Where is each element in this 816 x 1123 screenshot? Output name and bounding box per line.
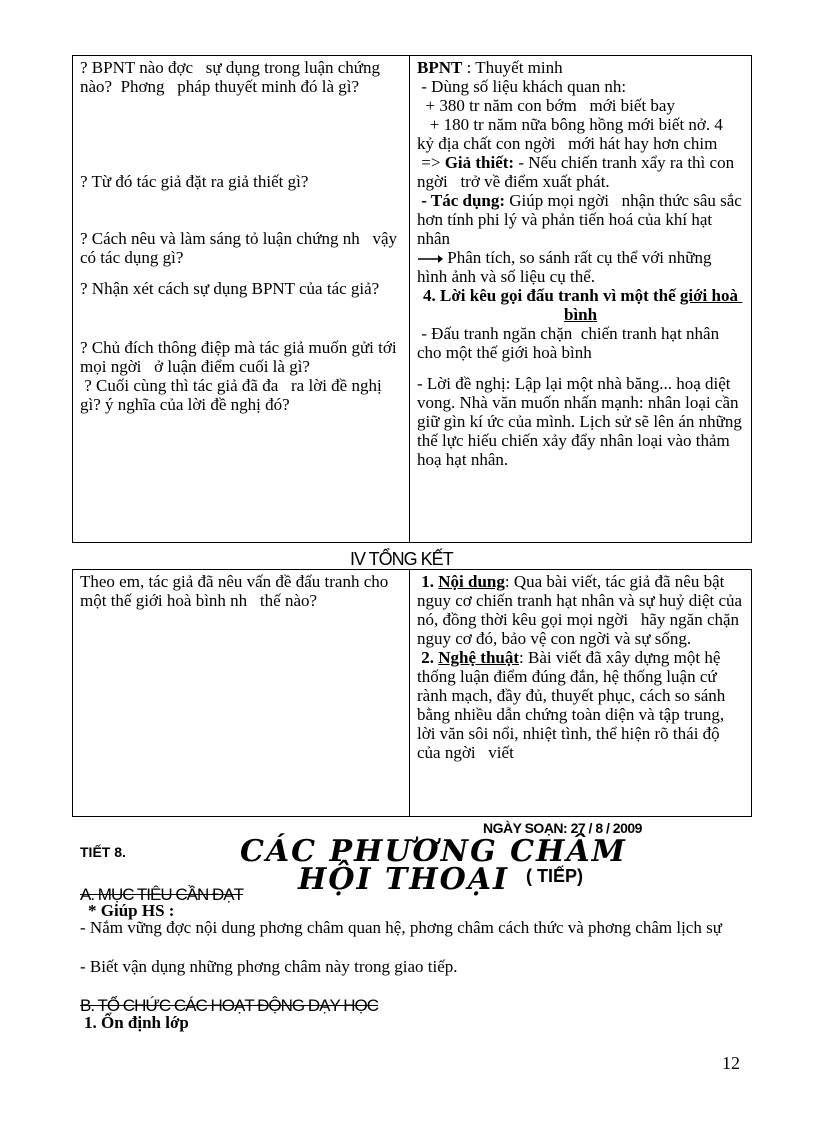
question-5: ? Chủ đích thông điệp mà tác giả muốn gửi tới mọi ngời ở luận điểm cuối là gì?	[80, 338, 401, 376]
art-number: 2.	[417, 648, 439, 667]
summary-answers	[410, 570, 752, 817]
effect-text: Giúp mọi ngời nhận thức sâu sắc hơn tính phi lý và phản tiến hoá của khí hạt nhân	[417, 191, 747, 248]
question-3: ? Cách nêu và làm sáng tỏ luận chứng nh vậy có tác dụng gì?	[80, 229, 402, 267]
art-label: Nghệ thuật	[438, 648, 520, 667]
answers-column	[410, 56, 752, 543]
effect-label: - Tác dụng:	[417, 191, 506, 210]
page-number: 12	[722, 1053, 740, 1073]
arrow-right-icon	[417, 253, 443, 265]
summary-question-text: Theo em, tác giả đã nêu vấn đề đấu tranh cho một thế giới hoà bình nh thế nào?	[80, 572, 393, 610]
answer-proposal: - Lời đề nghị: Lập lại một nhà băng... hoạ diệt vong. Nhà văn muốn nhấn mạnh: nhân loại cần giữ gìn kí ức của mình. Lịch sử sẽ lên án những thế lực hiếu chiến xảy đẩy nhân loại vào thảm hoạ hạt nhân.	[417, 374, 747, 469]
hypothesis-label: Giả thiết:	[444, 153, 515, 172]
lesson-number: TIẾT 8.	[80, 844, 126, 860]
summary-question	[73, 570, 410, 817]
question-2: ? Từ đó tác giả đặt ra giả thiết gì?	[80, 172, 309, 191]
questions-column	[73, 56, 410, 543]
answer-effect	[417, 191, 747, 248]
title-line-1: CÁC PHƯƠNG CHÂM	[240, 834, 627, 869]
answer-bpnt	[417, 58, 744, 77]
answer-analysis	[417, 248, 744, 286]
answer-rose: + 180 tr năm nữa bông hồng mới biết nở. 4 kỷ địa chất con ngời mới hát hay hơn chim	[417, 115, 728, 153]
art-text: : Bài viết đã xây dựng một hệ thống luận điểm đúng đắn, hệ thống luận cứ rành mạch, đầy đủ, thuyết phục, cách so sánh bằng nhiều dẫn chứng toàn diện và tập trung, lời văn sôi nổi, nhiệt tình, thể hiện rõ thái độ của ngời viết	[417, 648, 730, 762]
content-label: Nội dung	[438, 572, 505, 591]
question-4: ? Nhận xét cách sự dụng BPNT của tác giả?	[80, 279, 380, 298]
content-text: : Qua bài viết, tác giả đã nêu bật nguy cơ chiến tranh hạt nhân và sự huỷ diệt của nó, đồng thời kêu gọi mọi ngời hãy ngăn chặn nguy cơ đó, bảo vệ con ngời và sự sống.	[417, 572, 747, 648]
question-6: ? Cuối cùng thì tác giả đã đa ra lời đề nghị gì? ý nghĩa của lời đề nghị đó?	[80, 376, 386, 414]
bpnt-text: : Thuyết minh	[462, 58, 563, 77]
goal-1: - Nắm vững đợc nội dung phơng châm quan hệ, phơng châm cách thức và phơng châm lịch sự	[80, 918, 722, 937]
title-tiep: ( TIẾP)	[526, 866, 583, 886]
heading-4	[417, 286, 744, 324]
bpnt-label: BPNT	[417, 58, 463, 77]
summary-content	[417, 572, 747, 648]
lesson-table-1	[72, 55, 752, 543]
goal-2: - Biết vận dụng những phơng châm này trong giao tiếp.	[80, 957, 458, 976]
answer-data-intro: - Dùng số liệu khách quan nh:	[417, 77, 627, 96]
hypothesis-text: - Nếu chiến tranh xẩy ra thì con ngời trở về điểm xuất phát.	[417, 153, 739, 191]
content-number: 1.	[417, 572, 439, 591]
analysis-text: Phân tích, so sánh rất cụ thể với những hình ảnh và số liệu cụ thể.	[417, 248, 716, 286]
answer-hypothesis	[417, 153, 744, 191]
arrow-text: =>	[417, 153, 445, 172]
answer-butterfly: + 380 tr năm con bớm mới biết bay	[417, 96, 675, 115]
lesson-table-2	[72, 569, 752, 817]
heading-4-part-b: giới hoà bình	[563, 286, 743, 324]
question-1: ? BPNT nào đợc sự dụng trong luận chứng nào? Phơng pháp thuyết minh đó là gì?	[80, 58, 385, 96]
section-a-heading: A. MỤC TIÊU CẦN ĐẠT	[80, 885, 243, 904]
answer-struggle: - Đấu tranh ngăn chặn chiến tranh hạt nhân cho một thế giới hoà bình	[417, 324, 724, 362]
help-line: * Giúp HS :	[88, 901, 175, 920]
step-1: 1. Ổn định lớp	[84, 1013, 189, 1032]
table-row	[73, 570, 752, 817]
section-b-heading: B. TỔ CHỨC CÁC HOẠT ĐỘNG DẠY HỌC	[80, 996, 379, 1015]
section-iv-heading: IV TỔNG KẾT	[350, 549, 453, 569]
heading-4-part-a: 4. Lời kêu gọi đấu tranh vì một thế	[423, 286, 680, 305]
title-line-2: HỘI THOẠI	[298, 862, 510, 897]
table-row	[73, 56, 752, 543]
summary-art	[417, 648, 744, 762]
date-line: NGÀY SOẠN: 27 / 8 / 2009	[483, 820, 642, 836]
